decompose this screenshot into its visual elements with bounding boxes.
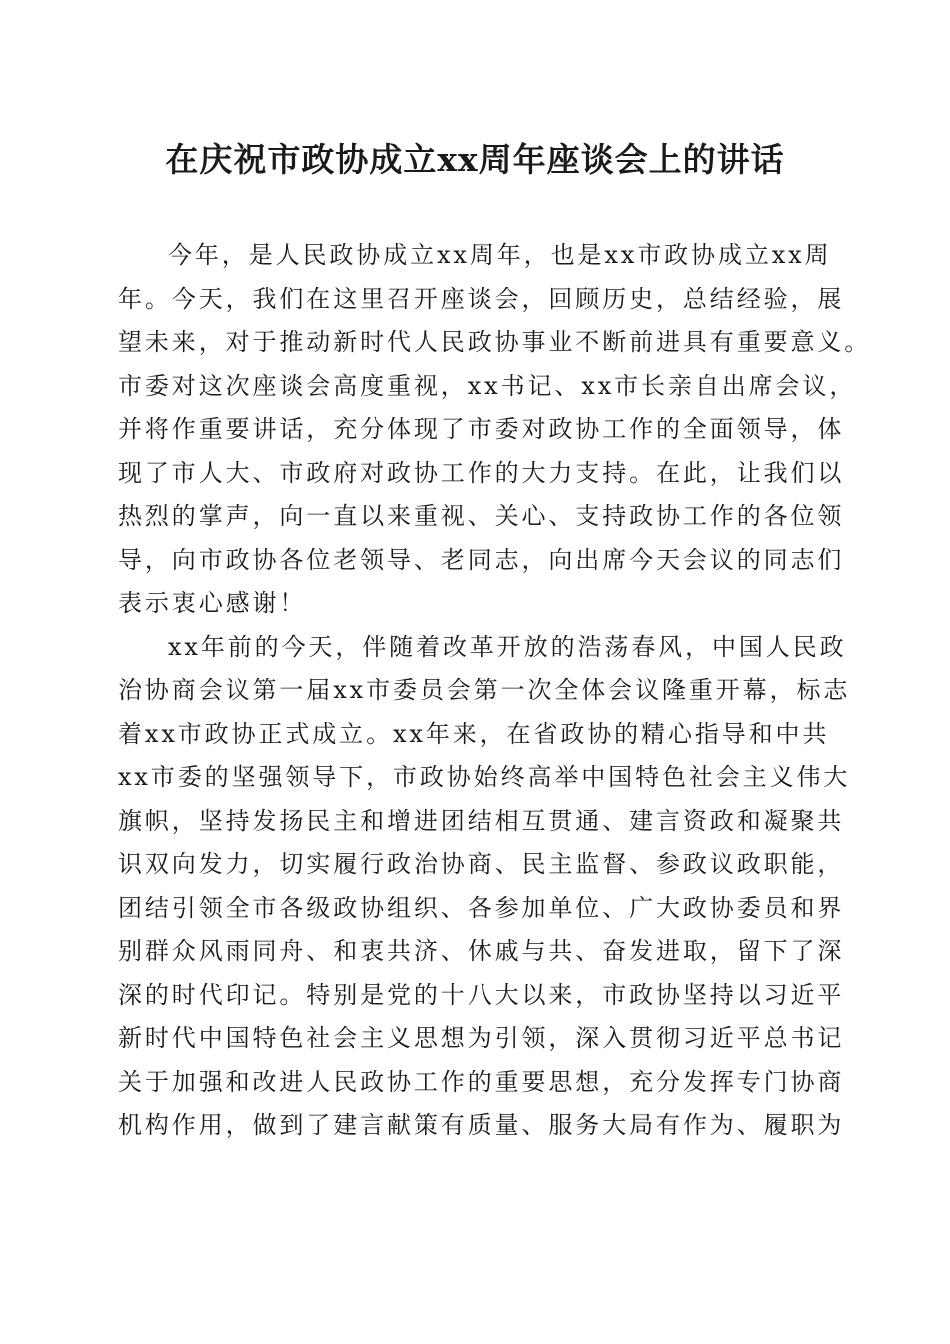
text-line: 治协商会议第一届xx市委员会第一次全体会议隆重开幕，标志 <box>118 676 851 704</box>
text-line: 关于加强和改进人民政协工作的重要思想，充分发挥专门协商 <box>118 1067 845 1096</box>
text-line: 团结引领全市各级政协组织、各参加单位、广大政协委员和界 <box>118 893 845 922</box>
document-body <box>118 234 872 1148</box>
text-line: 着xx市政协正式成立。xx年来，在省政协的精心指导和中共 <box>118 719 830 748</box>
text-line: 望未来，对于推动新时代人民政协事业不断前进具有重要意义。 <box>118 328 872 356</box>
text-line: 深的时代印记。特别是党的十八大以来，市政协坚持以习近平 <box>118 980 845 1009</box>
text-line: 现了市人大、市政府对政协工作的大力支持。在此，让我们以 <box>118 458 845 487</box>
text-line: 市委对这次座谈会高度重视，xx书记、xx市长亲自出席会议， <box>118 371 857 400</box>
text-line: xx年前的今天，伴随着改革开放的浩荡春风，中国人民政 <box>168 632 847 661</box>
paragraph-2 <box>118 626 851 1148</box>
text-line: 并将作重要讲话，充分体现了市委对政协工作的全面领导，体 <box>118 415 845 443</box>
text-line: 旗帜，坚持发扬民主和增进团结相互贯通、建言资政和凝聚共 <box>118 806 845 835</box>
text-line: 年。今天，我们在这里召开座谈会，回顾历史，总结经验，展 <box>118 284 845 313</box>
text-line: 今年，是人民政协成立xx周年，也是xx市政协成立xx周 <box>168 241 832 269</box>
text-line: xx市委的坚强领导下，市政协始终高举中国特色社会主义伟大 <box>118 763 851 791</box>
text-line: 别群众风雨同舟、和衷共济、休戚与共、奋发进取，留下了深 <box>118 937 845 965</box>
text-line: 表示衷心感谢！ <box>118 589 307 617</box>
text-line: 导，向市政协各位老领导、老同志，向出席今天会议的同志们 <box>118 545 845 574</box>
document-title: 在庆祝市政协成立xx周年座谈会上的讲话 <box>165 140 785 179</box>
text-line: 新时代中国特色社会主义思想为引领，深入贯彻习近平总书记 <box>118 1024 845 1052</box>
text-line: 识双向发力，切实履行政治协商、民主监督、参政议政职能， <box>118 850 845 878</box>
paragraph-1 <box>118 234 872 626</box>
text-line: 机构作用，做到了建言献策有质量、服务大局有作为、履职为 <box>118 1111 845 1139</box>
text-line: 热烈的掌声，向一直以来重视、关心、支持政协工作的各位领 <box>118 502 845 530</box>
